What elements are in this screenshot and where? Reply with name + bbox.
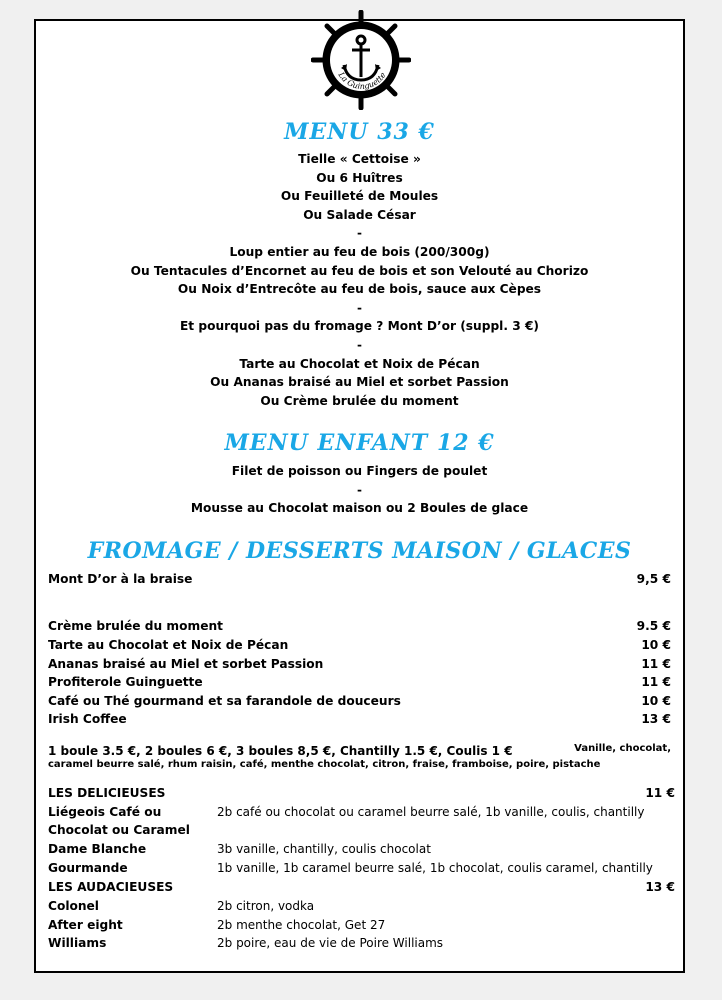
- menu-separator: -: [357, 226, 362, 241]
- menu-33-section: [36, 121, 683, 143]
- item-price: 10 €: [641, 694, 671, 708]
- menu-line: Loup entier au feu de bois (200/300g): [229, 244, 490, 259]
- menu-line: Ou 6 Huîtres: [316, 170, 403, 185]
- menu-page: [34, 19, 685, 973]
- menu-enfant-lines: [36, 462, 683, 518]
- coupe-name: Liégeois Café ou: [48, 805, 162, 819]
- coupe-row: [48, 840, 688, 859]
- item-price: 9,5 €: [636, 572, 671, 586]
- menu-line: Tarte au Chocolat et Noix de Pécan: [239, 356, 480, 371]
- dessert-row: [48, 617, 671, 635]
- dessert-row: [48, 673, 671, 691]
- menu-line: Ou Salade César: [303, 207, 416, 222]
- dessert-row: [48, 710, 671, 728]
- item-price: 11 €: [641, 657, 671, 671]
- coupe-row: [48, 934, 688, 953]
- coupe-name: After eight: [48, 918, 123, 932]
- item-name: Tarte au Chocolat et Noix de Pécan: [48, 638, 289, 652]
- dessert-row: [48, 636, 671, 654]
- glaces-prices: 1 boule 3.5 €, 2 boules 6 €, 3 boules 8,5 €, Chantilly 1.5 €, Coulis 1 €: [48, 744, 513, 758]
- glaces-flavours: Vanille, chocolat,: [574, 743, 671, 754]
- item-name: Irish Coffee: [48, 712, 127, 726]
- coupe-name: Dame Blanche: [48, 842, 147, 856]
- item-price: 13 €: [641, 712, 671, 726]
- menu-line: Ou Tentacules d’Encornet au feu de bois et son Velouté au Chorizo: [130, 263, 589, 278]
- dessert-row: [48, 655, 671, 673]
- desserts-title: FROMAGE / DESSERTS MAISON / GLACES: [87, 538, 632, 564]
- menu-line: Et pourquoi pas du fromage ? Mont D’or (suppl. 3 €): [179, 319, 539, 334]
- menu-33-title: MENU 33 €: [284, 119, 435, 145]
- item-name: Profiterole Guinguette: [48, 675, 203, 689]
- glaces-pricing: [48, 740, 671, 759]
- delicieuses-header: [48, 784, 688, 803]
- glaces-flavours-continued: caramel beurre salé, rhum raisin, café, menthe chocolat, citron, fraise, framboise, poire, pistache: [48, 759, 601, 770]
- item-name: Café ou Thé gourmand et sa farandole de douceurs: [48, 694, 401, 708]
- coupe-row: [48, 916, 688, 935]
- coupe-row: [48, 803, 688, 822]
- menu-separator: -: [357, 337, 362, 352]
- coupe-desc: 2b café ou chocolat ou caramel beurre salé, 1b vanille, coulis, chantilly: [217, 805, 645, 819]
- item-name: Crème brulée du moment: [48, 619, 223, 633]
- menu-line: Filet de poisson ou Fingers de poulet: [231, 464, 488, 478]
- menu-line: Ou Feuilleté de Moules: [280, 189, 439, 204]
- coupe-desc: 2b poire, eau de vie de Poire Williams: [217, 936, 444, 950]
- coupe-name: Colonel: [48, 899, 99, 913]
- menu-33-lines: [36, 150, 683, 410]
- menu-separator: -: [357, 300, 362, 315]
- menu-line: Ou Noix d’Entrecôte au feu de bois, sauce aux Cèpes: [177, 282, 542, 297]
- desserts-section: [36, 540, 683, 562]
- coupe-row: [48, 897, 688, 916]
- item-price: 9.5 €: [636, 619, 671, 633]
- coupe-desc: 2b citron, vodka: [217, 899, 315, 913]
- anchor-helm-logo: [311, 10, 411, 110]
- section-price: 11 €: [645, 786, 675, 800]
- cheese-row: [48, 570, 671, 588]
- menu-line: Mousse au Chocolat maison ou 2 Boules de glace: [190, 501, 529, 516]
- menu-line: Ou Crème brulée du moment: [260, 393, 459, 408]
- dessert-row: [48, 692, 671, 710]
- item-price: 10 €: [641, 638, 671, 652]
- coupe-name: Chocolat ou Caramel: [48, 823, 190, 837]
- section-title: LES DELICIEUSES: [48, 786, 166, 800]
- menu-line: Ou Ananas braisé au Miel et sorbet Passion: [210, 375, 509, 390]
- item-name: Ananas braisé au Miel et sorbet Passion: [48, 657, 324, 671]
- menu-separator: -: [357, 482, 362, 497]
- coupe-name: Williams: [48, 936, 107, 950]
- menu-enfant-section: [36, 432, 683, 454]
- menu-line: Tielle « Cettoise »: [298, 152, 421, 166]
- coupe-desc: 2b menthe chocolat, Get 27: [217, 918, 386, 932]
- audacieuses-header: [48, 878, 688, 897]
- coupe-row: [48, 821, 688, 840]
- coupe-desc: 1b vanille, 1b caramel beurre salé, 1b chocolat, coulis caramel, chantilly: [217, 861, 653, 875]
- section-title: LES AUDACIEUSES: [48, 880, 174, 894]
- section-price: 13 €: [645, 880, 675, 894]
- item-name: Mont D’or à la braise: [48, 572, 193, 586]
- menu-enfant-title: MENU ENFANT 12 €: [224, 430, 495, 456]
- coupe-desc: 3b vanille, chantilly, coulis chocolat: [217, 842, 431, 856]
- coupe-row: [48, 859, 688, 878]
- logo-text: La Guinguette: [336, 70, 388, 91]
- item-price: 11 €: [641, 675, 671, 689]
- coupe-name: Gourmande: [48, 861, 128, 875]
